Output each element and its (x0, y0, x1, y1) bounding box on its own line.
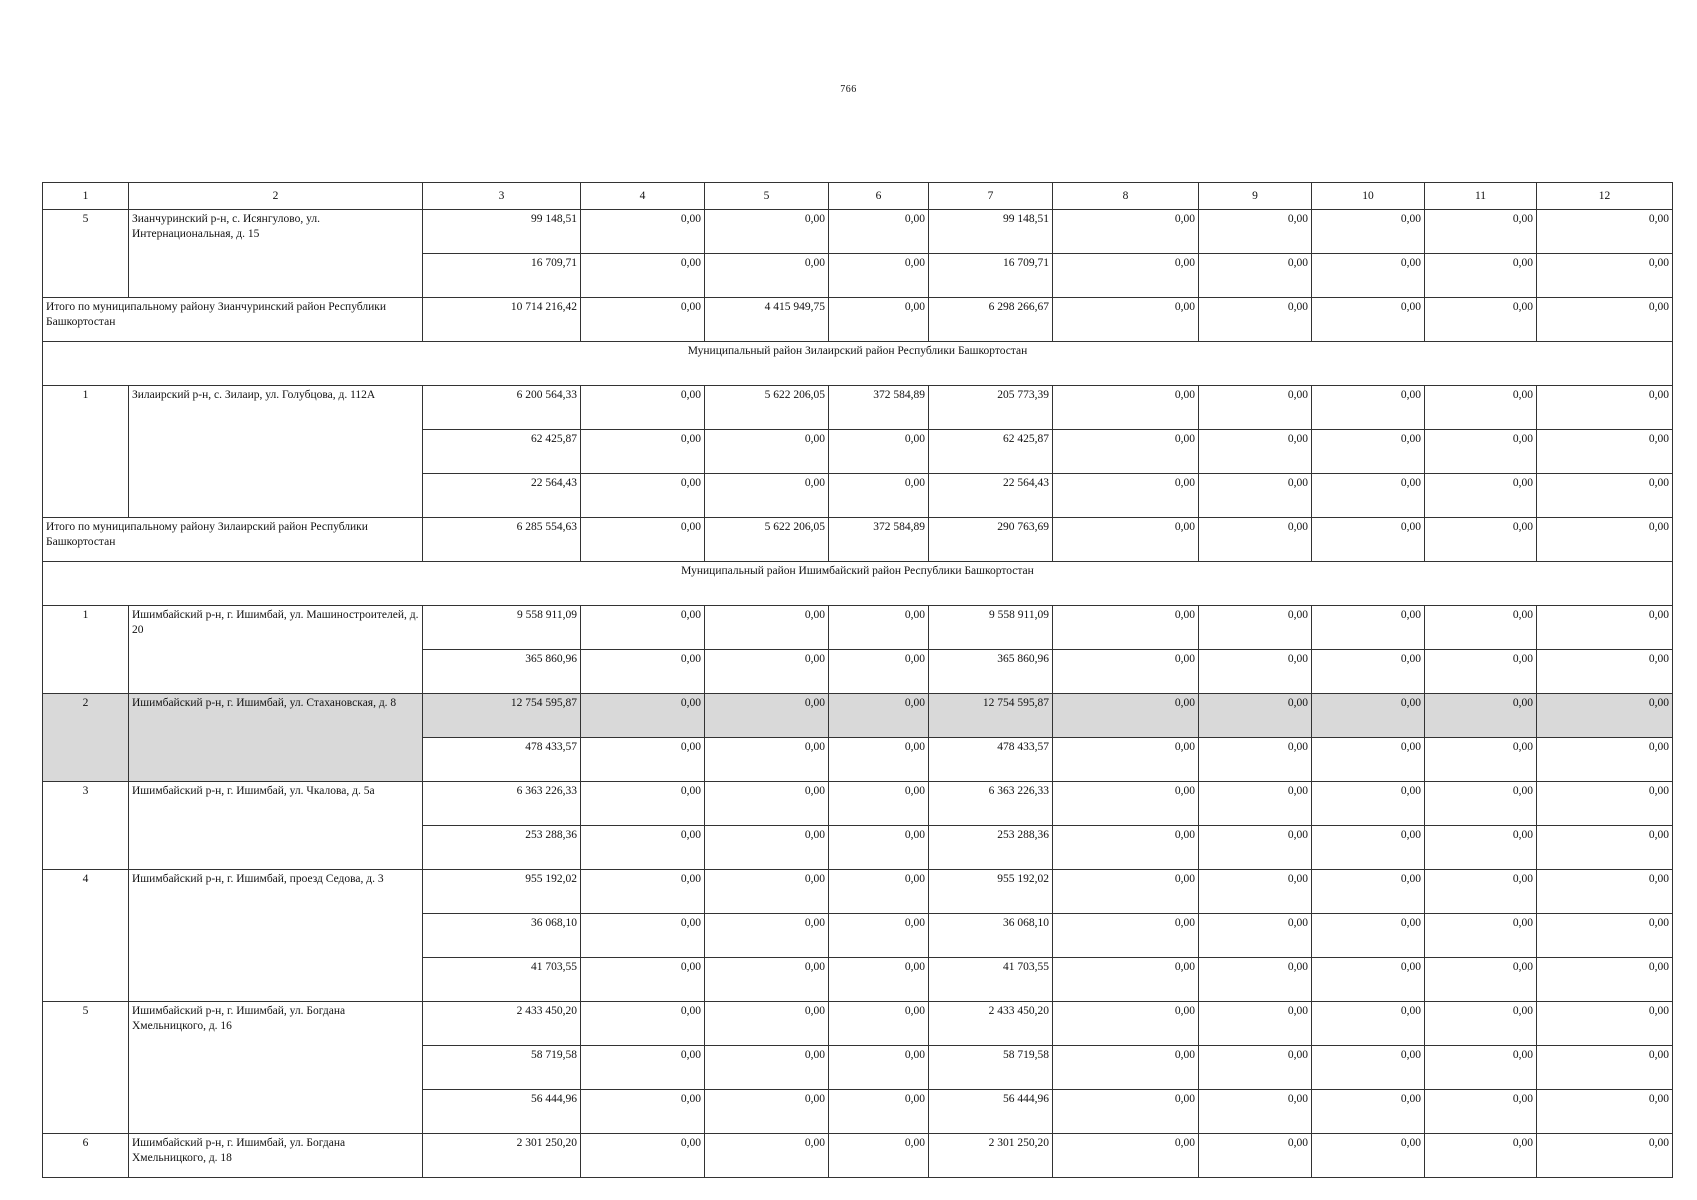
value-cell: 0,00 (829, 210, 929, 254)
total-value: 372 584,89 (829, 518, 929, 562)
value-cell: 0,00 (581, 782, 705, 826)
value-cell: 0,00 (1537, 1046, 1673, 1090)
value-cell: 253 288,36 (423, 826, 581, 870)
value-cell: 0,00 (1537, 210, 1673, 254)
total-value: 10 714 216,42 (423, 298, 581, 342)
value-cell: 0,00 (1537, 914, 1673, 958)
value-cell: 0,00 (1199, 474, 1312, 518)
value-cell: 0,00 (581, 914, 705, 958)
value-cell: 6 363 226,33 (929, 782, 1053, 826)
value-cell: 0,00 (829, 1134, 929, 1178)
value-cell: 0,00 (829, 650, 929, 694)
value-cell: 0,00 (829, 694, 929, 738)
value-cell: 0,00 (705, 914, 829, 958)
value-cell: 955 192,02 (929, 870, 1053, 914)
value-cell: 0,00 (829, 958, 929, 1002)
table-row (43, 606, 1673, 650)
value-cell: 0,00 (581, 474, 705, 518)
value-cell: 0,00 (829, 1002, 929, 1046)
table-row (43, 386, 1673, 430)
value-cell: 22 564,43 (423, 474, 581, 518)
value-cell: 0,00 (1537, 826, 1673, 870)
value-cell: 0,00 (1312, 694, 1425, 738)
value-cell: 0,00 (1425, 386, 1537, 430)
value-cell: 36 068,10 (423, 914, 581, 958)
value-cell: 0,00 (1312, 1002, 1425, 1046)
value-cell: 2 433 450,20 (423, 1002, 581, 1046)
value-cell: 0,00 (1312, 782, 1425, 826)
value-cell: 0,00 (705, 870, 829, 914)
total-value: 5 622 206,05 (705, 518, 829, 562)
value-cell: 0,00 (705, 474, 829, 518)
column-header: 6 (829, 183, 929, 210)
value-cell: 0,00 (1425, 210, 1537, 254)
value-cell: 0,00 (1199, 1002, 1312, 1046)
value-cell: 0,00 (581, 1002, 705, 1046)
value-cell: 0,00 (1537, 738, 1673, 782)
value-cell: 0,00 (581, 386, 705, 430)
value-cell: 0,00 (1199, 386, 1312, 430)
row-index: 1 (43, 386, 129, 518)
value-cell: 0,00 (1199, 958, 1312, 1002)
value-cell: 0,00 (705, 782, 829, 826)
value-cell: 205 773,39 (929, 386, 1053, 430)
total-value: 0,00 (581, 518, 705, 562)
value-cell: 62 425,87 (929, 430, 1053, 474)
address-cell: Ишимбайский р-н, г. Ишимбай, ул. Богдана Хмельницкого, д. 16 (129, 1002, 423, 1134)
value-cell: 0,00 (1425, 254, 1537, 298)
value-cell: 0,00 (705, 254, 829, 298)
value-cell: 478 433,57 (423, 738, 581, 782)
value-cell: 5 622 206,05 (705, 386, 829, 430)
value-cell: 0,00 (1199, 1090, 1312, 1134)
value-cell: 0,00 (1537, 958, 1673, 1002)
value-cell: 0,00 (829, 1090, 929, 1134)
value-cell: 0,00 (581, 1046, 705, 1090)
address-cell: Ишимбайский р-н, г. Ишимбай, ул. Стахановская, д. 8 (129, 694, 423, 782)
row-index: 2 (43, 694, 129, 782)
value-cell: 0,00 (1537, 1002, 1673, 1046)
value-cell: 0,00 (1425, 870, 1537, 914)
value-cell: 2 433 450,20 (929, 1002, 1053, 1046)
column-header: 7 (929, 183, 1053, 210)
value-cell: 56 444,96 (423, 1090, 581, 1134)
address-cell: Ишимбайский р-н, г. Ишимбай, ул. Машиностроителей, д. 20 (129, 606, 423, 694)
value-cell: 0,00 (1053, 1002, 1199, 1046)
value-cell: 365 860,96 (929, 650, 1053, 694)
value-cell: 41 703,55 (423, 958, 581, 1002)
value-cell: 9 558 911,09 (929, 606, 1053, 650)
table-row (43, 694, 1673, 738)
page-number: 766 (840, 84, 857, 95)
value-cell: 0,00 (1053, 914, 1199, 958)
total-value: 0,00 (1312, 518, 1425, 562)
section-title: Муниципальный район Ишимбайский район Республики Башкортостан (43, 562, 1673, 606)
value-cell: 0,00 (1199, 650, 1312, 694)
row-index: 6 (43, 1134, 129, 1178)
value-cell: 0,00 (581, 1134, 705, 1178)
value-cell: 0,00 (1425, 430, 1537, 474)
value-cell: 0,00 (829, 606, 929, 650)
total-value: 290 763,69 (929, 518, 1053, 562)
value-cell: 0,00 (1312, 826, 1425, 870)
value-cell: 0,00 (1053, 870, 1199, 914)
value-cell: 0,00 (1537, 1090, 1673, 1134)
value-cell: 0,00 (1053, 474, 1199, 518)
value-cell: 0,00 (581, 738, 705, 782)
value-cell: 0,00 (829, 914, 929, 958)
value-cell: 0,00 (1425, 1002, 1537, 1046)
section-row (43, 342, 1673, 386)
value-cell: 2 301 250,20 (929, 1134, 1053, 1178)
total-row (43, 298, 1673, 342)
total-label: Итого по муниципальному району Зилаирский район Республики Башкортостан (43, 518, 423, 562)
value-cell: 0,00 (1537, 870, 1673, 914)
value-cell: 99 148,51 (423, 210, 581, 254)
value-cell: 0,00 (1312, 870, 1425, 914)
value-cell: 99 148,51 (929, 210, 1053, 254)
table-row (43, 1134, 1673, 1178)
value-cell: 0,00 (1425, 782, 1537, 826)
section-row (43, 562, 1673, 606)
address-cell: Зилаирский р-н, с. Зилаир, ул. Голубцова, д. 112А (129, 386, 423, 518)
value-cell: 0,00 (829, 1046, 929, 1090)
value-cell: 0,00 (705, 1046, 829, 1090)
column-header: 2 (129, 183, 423, 210)
total-value: 0,00 (1537, 298, 1673, 342)
value-cell: 0,00 (1199, 826, 1312, 870)
value-cell: 0,00 (581, 1090, 705, 1134)
total-value: 0,00 (1053, 298, 1199, 342)
total-value: 4 415 949,75 (705, 298, 829, 342)
value-cell: 0,00 (1425, 694, 1537, 738)
value-cell: 0,00 (1425, 914, 1537, 958)
value-cell: 0,00 (581, 650, 705, 694)
table-row (43, 210, 1673, 254)
value-cell: 0,00 (1537, 606, 1673, 650)
value-cell: 0,00 (1053, 606, 1199, 650)
value-cell: 0,00 (581, 606, 705, 650)
value-cell: 0,00 (1199, 738, 1312, 782)
column-header: 4 (581, 183, 705, 210)
value-cell: 0,00 (829, 782, 929, 826)
value-cell: 0,00 (1312, 914, 1425, 958)
value-cell: 0,00 (1053, 826, 1199, 870)
value-cell: 0,00 (705, 1002, 829, 1046)
value-cell: 0,00 (705, 694, 829, 738)
data-table (42, 182, 1673, 1178)
value-cell: 0,00 (581, 210, 705, 254)
value-cell: 365 860,96 (423, 650, 581, 694)
total-value: 0,00 (1312, 298, 1425, 342)
value-cell: 955 192,02 (423, 870, 581, 914)
value-cell: 62 425,87 (423, 430, 581, 474)
value-cell: 0,00 (1053, 386, 1199, 430)
address-cell: Ишимбайский р-н, г. Ишимбай, ул. Чкалова, д. 5а (129, 782, 423, 870)
total-value: 0,00 (1199, 298, 1312, 342)
address-cell: Ишимбайский р-н, г. Ишимбай, ул. Богдана Хмельницкого, д. 18 (129, 1134, 423, 1178)
total-value: 0,00 (1199, 518, 1312, 562)
value-cell: 6 363 226,33 (423, 782, 581, 826)
total-value: 6 298 266,67 (929, 298, 1053, 342)
table-row (43, 782, 1673, 826)
value-cell: 0,00 (1053, 430, 1199, 474)
row-index: 5 (43, 1002, 129, 1134)
section-title: Муниципальный район Зилаирский район Республики Башкортостан (43, 342, 1673, 386)
value-cell: 0,00 (705, 650, 829, 694)
value-cell: 0,00 (829, 738, 929, 782)
total-label: Итого по муниципальному району Зианчуринский район Республики Башкортостан (43, 298, 423, 342)
value-cell: 0,00 (581, 694, 705, 738)
value-cell: 0,00 (1199, 694, 1312, 738)
total-row (43, 518, 1673, 562)
value-cell: 0,00 (581, 870, 705, 914)
value-cell: 0,00 (1053, 738, 1199, 782)
value-cell: 0,00 (1312, 430, 1425, 474)
value-cell: 0,00 (1053, 782, 1199, 826)
total-value: 0,00 (829, 298, 929, 342)
value-cell: 0,00 (1312, 1134, 1425, 1178)
value-cell: 0,00 (1425, 474, 1537, 518)
value-cell: 16 709,71 (423, 254, 581, 298)
row-index: 5 (43, 210, 129, 298)
value-cell: 0,00 (1425, 826, 1537, 870)
value-cell: 58 719,58 (929, 1046, 1053, 1090)
value-cell: 0,00 (1053, 650, 1199, 694)
value-cell: 0,00 (1537, 650, 1673, 694)
value-cell: 0,00 (1053, 1046, 1199, 1090)
address-cell: Зианчуринский р-н, с. Исянгулово, ул. Интернациональная, д. 15 (129, 210, 423, 298)
header-row (43, 183, 1673, 210)
value-cell: 22 564,43 (929, 474, 1053, 518)
value-cell: 0,00 (1053, 694, 1199, 738)
value-cell: 0,00 (1199, 606, 1312, 650)
table-row (43, 870, 1673, 914)
column-header: 11 (1425, 183, 1537, 210)
value-cell: 0,00 (1537, 430, 1673, 474)
column-header: 8 (1053, 183, 1199, 210)
value-cell: 0,00 (1425, 606, 1537, 650)
total-value: 0,00 (1425, 518, 1537, 562)
value-cell: 0,00 (829, 826, 929, 870)
value-cell: 0,00 (1312, 1046, 1425, 1090)
value-cell: 0,00 (581, 958, 705, 1002)
value-cell: 0,00 (1199, 430, 1312, 474)
value-cell: 0,00 (705, 826, 829, 870)
value-cell: 0,00 (705, 606, 829, 650)
value-cell: 56 444,96 (929, 1090, 1053, 1134)
value-cell: 0,00 (829, 474, 929, 518)
value-cell: 36 068,10 (929, 914, 1053, 958)
value-cell: 0,00 (705, 210, 829, 254)
value-cell: 0,00 (1425, 1090, 1537, 1134)
row-index: 4 (43, 870, 129, 1002)
value-cell: 0,00 (1537, 694, 1673, 738)
value-cell: 0,00 (1537, 254, 1673, 298)
value-cell: 0,00 (1537, 782, 1673, 826)
value-cell: 0,00 (1199, 914, 1312, 958)
value-cell: 0,00 (1312, 738, 1425, 782)
value-cell: 9 558 911,09 (423, 606, 581, 650)
value-cell: 0,00 (1053, 254, 1199, 298)
value-cell: 0,00 (1425, 1134, 1537, 1178)
value-cell: 2 301 250,20 (423, 1134, 581, 1178)
value-cell: 0,00 (829, 430, 929, 474)
value-cell: 0,00 (1199, 210, 1312, 254)
column-header: 12 (1537, 183, 1673, 210)
value-cell: 0,00 (705, 430, 829, 474)
value-cell: 0,00 (1537, 474, 1673, 518)
value-cell: 372 584,89 (829, 386, 929, 430)
total-value: 6 285 554,63 (423, 518, 581, 562)
value-cell: 0,00 (1053, 958, 1199, 1002)
total-value: 0,00 (1425, 298, 1537, 342)
value-cell: 12 754 595,87 (423, 694, 581, 738)
value-cell: 0,00 (581, 430, 705, 474)
value-cell: 0,00 (1199, 254, 1312, 298)
value-cell: 0,00 (1312, 650, 1425, 694)
value-cell: 0,00 (1537, 386, 1673, 430)
value-cell: 0,00 (1199, 1134, 1312, 1178)
column-header: 10 (1312, 183, 1425, 210)
value-cell: 0,00 (1425, 738, 1537, 782)
value-cell: 0,00 (829, 870, 929, 914)
value-cell: 0,00 (1425, 1046, 1537, 1090)
value-cell: 0,00 (1199, 870, 1312, 914)
value-cell: 0,00 (1199, 1046, 1312, 1090)
table-row (43, 1002, 1673, 1046)
value-cell: 0,00 (829, 254, 929, 298)
value-cell: 253 288,36 (929, 826, 1053, 870)
column-header: 1 (43, 183, 129, 210)
value-cell: 0,00 (705, 738, 829, 782)
value-cell: 6 200 564,33 (423, 386, 581, 430)
value-cell: 0,00 (1312, 474, 1425, 518)
value-cell: 0,00 (705, 1090, 829, 1134)
value-cell: 0,00 (581, 826, 705, 870)
total-value: 0,00 (581, 298, 705, 342)
value-cell: 16 709,71 (929, 254, 1053, 298)
address-cell: Ишимбайский р-н, г. Ишимбай, проезд Седова, д. 3 (129, 870, 423, 1002)
value-cell: 478 433,57 (929, 738, 1053, 782)
value-cell: 0,00 (705, 1134, 829, 1178)
value-cell: 0,00 (1537, 1134, 1673, 1178)
column-header: 3 (423, 183, 581, 210)
column-header: 9 (1199, 183, 1312, 210)
value-cell: 0,00 (1312, 254, 1425, 298)
value-cell: 0,00 (1312, 210, 1425, 254)
total-value: 0,00 (1053, 518, 1199, 562)
value-cell: 0,00 (1053, 210, 1199, 254)
value-cell: 0,00 (1312, 606, 1425, 650)
value-cell: 0,00 (1425, 650, 1537, 694)
value-cell: 0,00 (1312, 958, 1425, 1002)
value-cell: 0,00 (1312, 1090, 1425, 1134)
row-index: 1 (43, 606, 129, 694)
row-index: 3 (43, 782, 129, 870)
value-cell: 0,00 (1053, 1134, 1199, 1178)
column-header: 5 (705, 183, 829, 210)
value-cell: 58 719,58 (423, 1046, 581, 1090)
value-cell: 0,00 (705, 958, 829, 1002)
value-cell: 0,00 (1312, 386, 1425, 430)
value-cell: 0,00 (1053, 1090, 1199, 1134)
total-value: 0,00 (1537, 518, 1673, 562)
value-cell: 0,00 (1425, 958, 1537, 1002)
value-cell: 0,00 (581, 254, 705, 298)
value-cell: 0,00 (1199, 782, 1312, 826)
value-cell: 12 754 595,87 (929, 694, 1053, 738)
value-cell: 41 703,55 (929, 958, 1053, 1002)
